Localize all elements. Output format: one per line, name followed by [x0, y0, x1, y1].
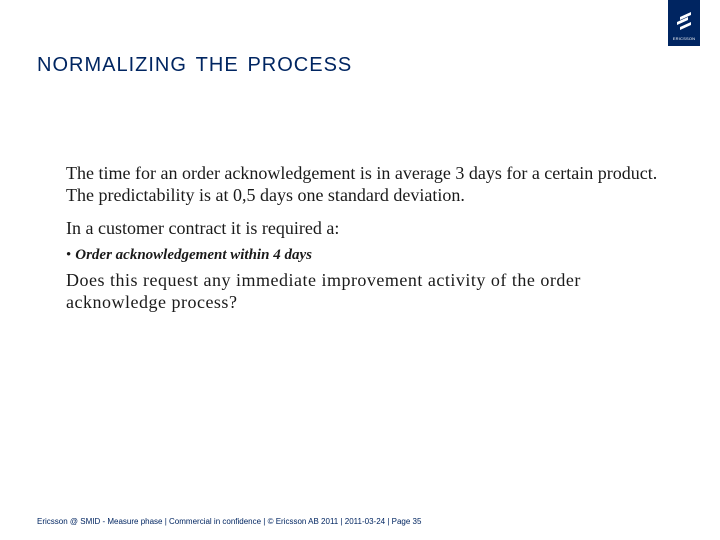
slide-body — [66, 162, 676, 313]
paragraph-order-time: The time for an order acknowledgement is in average 3 days for a certain product. The predictability is at 0,5 days one standard deviation. — [66, 163, 658, 205]
bullet-item — [66, 245, 676, 265]
paragraph-contract-requirement: In a customer contract it is required a: — [66, 218, 340, 238]
ericsson-logo — [668, 0, 700, 46]
bullet-text: Order acknowledgement within 4 days — [75, 247, 312, 263]
slide-footer: Ericsson @ SMID - Measure phase | Commercial in confidence | © Ericsson AB 2011 | 2011-03-24 | Page 35 — [37, 517, 422, 526]
bullet-dot: • — [66, 247, 72, 263]
slide-title: normalizing the process — [37, 46, 353, 77]
paragraph-question: Does this request any immediate improvement activity of the order acknowledge process? — [66, 270, 581, 312]
logo-wordmark: ERICSSON — [672, 36, 696, 41]
ericsson-logo-icon — [674, 11, 694, 31]
